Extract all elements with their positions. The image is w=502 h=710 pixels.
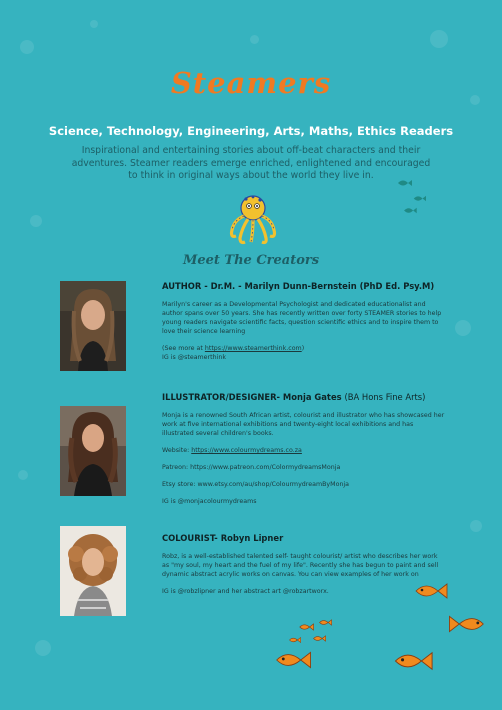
colourmydreams-link[interactable]: https://www.colourmydreams.co.za xyxy=(191,447,302,454)
background-bubble xyxy=(18,470,28,480)
background-bubble xyxy=(455,320,471,336)
illustrator-patreon: Patreon: https://www.patreon.com/ColormydreamsMonja xyxy=(162,464,341,471)
illustrator-photo xyxy=(60,406,126,496)
fish-icon xyxy=(412,580,448,602)
website-label: Website: xyxy=(162,447,192,454)
octopus-illustration xyxy=(224,190,282,248)
see-more-suffix: ) xyxy=(301,345,305,352)
background-bubble xyxy=(430,30,448,48)
illustrator-entry xyxy=(162,392,446,514)
colourist-instagram: IG is @robzlipner and her abstract art @robzartworx. xyxy=(162,588,329,595)
background-bubble xyxy=(30,215,42,227)
illustrator-title-row xyxy=(162,392,446,402)
colourist-entry xyxy=(162,533,446,604)
background-bubble xyxy=(470,520,482,532)
author-bio: Marilyn's career as a Developmental Psychologist and dedicated educationalist and author spans over 50 years. She has recently written over forty STEAMER stories to help young readers navigate scientific facts, question scientific ethics and to inspire them to love their science learning xyxy=(162,301,442,335)
author-photo xyxy=(60,281,126,371)
see-more-prefix: (See more at xyxy=(162,345,205,352)
fish-icon xyxy=(448,612,488,636)
illustrator-website xyxy=(162,446,446,455)
author-title: AUTHOR - Dr.M. - Marilyn Dunn-Bernstein (PhD Ed. Psy.M) xyxy=(162,281,435,291)
small-fish-icon xyxy=(412,194,426,203)
colourist-title: COLOURIST- Robyn Lipner xyxy=(162,533,284,543)
small-fish-icon xyxy=(402,206,417,215)
background-bubble xyxy=(90,20,98,28)
tagline: Inspirational and entertaining stories about off-beat characters and their adventures. Steamer readers emerge enriched, enlightened and encouraged to think in original ways about the world they live in. xyxy=(71,145,431,181)
background-bubble xyxy=(250,35,259,44)
background-bubble xyxy=(35,640,51,656)
colourist-photo xyxy=(60,526,126,616)
page-subtitle: Science, Technology, Engineering, Arts, Maths, Ethics Readers xyxy=(48,124,454,138)
page-title: Steamers xyxy=(170,66,332,100)
fish-icon xyxy=(272,648,312,672)
illustrator-bio: Monja is a renowned South African artist, colourist and illustrator who has showcased her work at five international exhibitions and twenty-eight local exhibitions and has illustrated several children's books. xyxy=(162,412,445,437)
fish-icon xyxy=(318,618,332,627)
illustrator-instagram: IG is @monjacolourmydreams xyxy=(162,498,257,505)
author-see-more xyxy=(162,344,446,353)
fish-icon xyxy=(390,648,434,674)
fish-icon xyxy=(298,622,314,632)
background-bubble xyxy=(20,40,34,54)
illustrator-etsy: Etsy store: www.etsy.com/au/shop/ColourmydreamByMonja xyxy=(162,481,350,488)
illustrator-title-note: (BA Hons Fine Arts) xyxy=(344,392,426,402)
fish-icon xyxy=(288,636,301,644)
colourist-bio: Robz, is a well-established talented self- taught colourist/ artist who describes her work as "my soul, my heart and the fuel of my life". Recently she has begun to paint and sell dynamic abstract acrylic works on canvas. You can view examples of her work on xyxy=(162,553,439,578)
section-heading: Meet The Creators xyxy=(182,253,320,268)
fish-icon xyxy=(312,634,326,643)
steamerthink-link[interactable]: https://www.steamerthink.com xyxy=(204,345,302,352)
illustrator-title: ILLUSTRATOR/DESIGNER- Monja Gates xyxy=(162,392,342,402)
author-instagram: IG is @steamerthink xyxy=(162,354,226,361)
author-entry xyxy=(162,281,446,370)
